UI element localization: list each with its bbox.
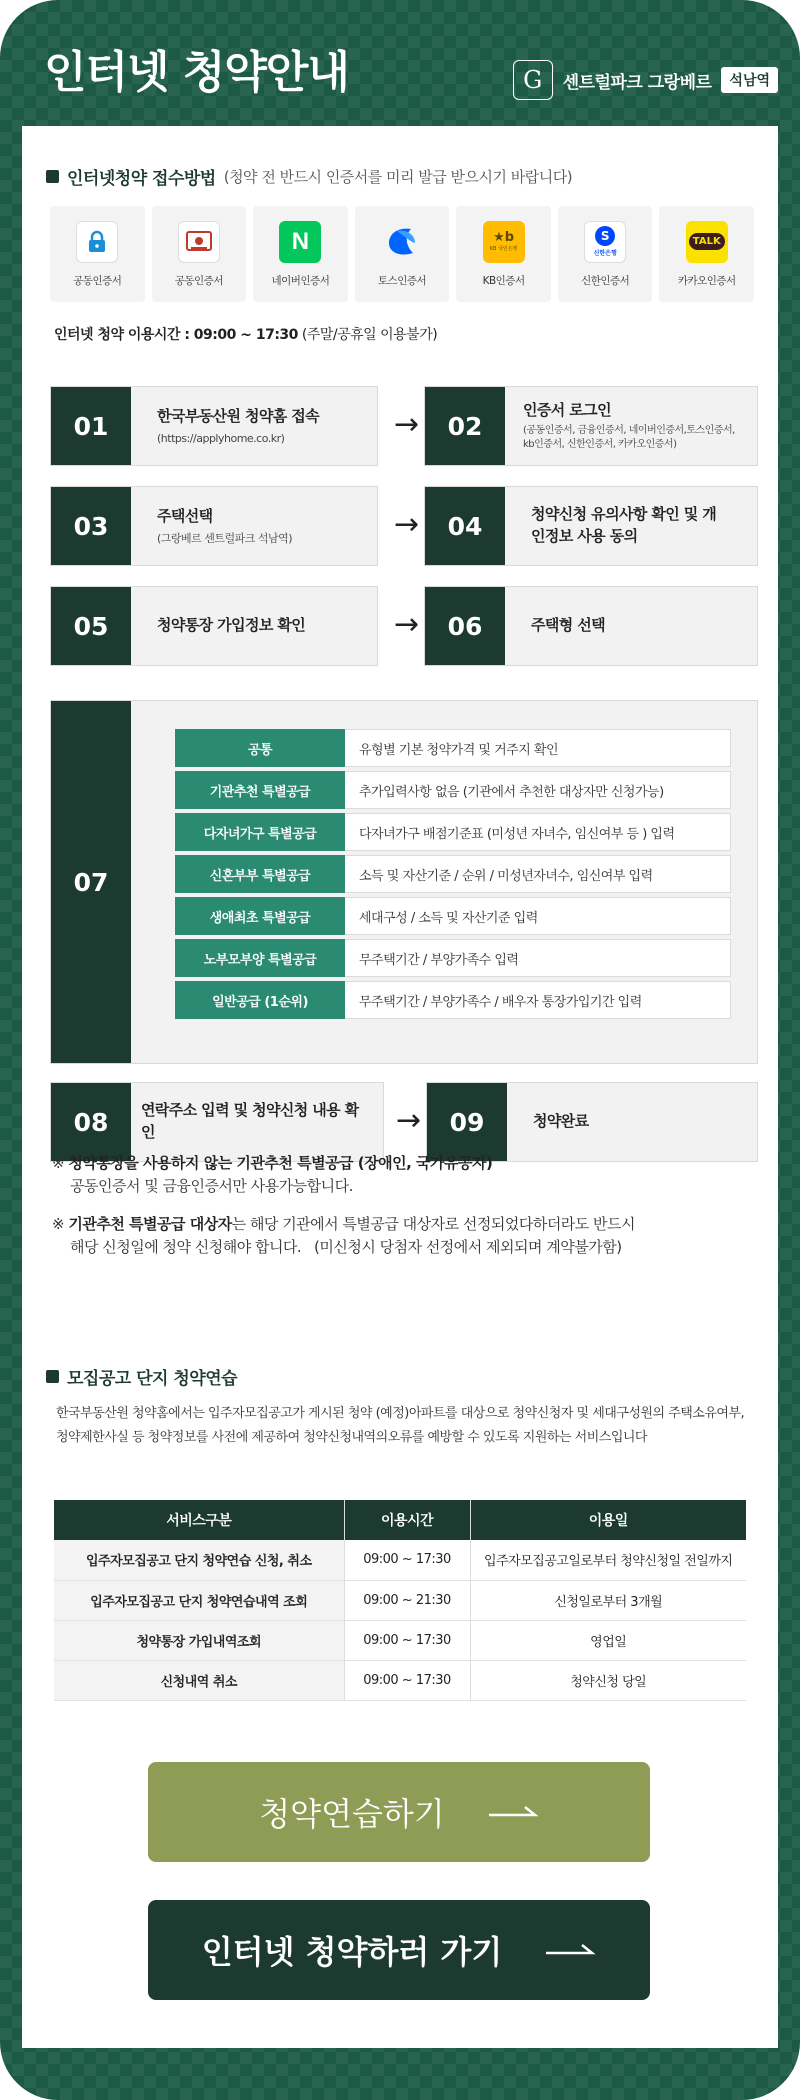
square-bullet-icon — [46, 1370, 59, 1383]
brand-logo-icon: G — [513, 60, 553, 100]
practice-service-table — [54, 1500, 746, 1701]
cert-item: 토스인증서 — [355, 206, 450, 302]
step-02: 02 인증서 로그인 (공동인증서, 금융인증서, 네이버인증서,토스인증서, kb인증서, 신한인증서, 카카오인증서) — [424, 386, 758, 466]
method-section-title: 인터넷청약 접수방법 (청약 전 반드시 인증서를 미리 발급 받으시기 바랍니다) — [46, 164, 572, 189]
practice-section-title: 모집공고 단지 청약연습 — [46, 1364, 237, 1389]
cert-item: 공동인증서 — [152, 206, 247, 302]
shinhan-icon: S 신한은행 — [584, 221, 626, 263]
practice-intro: 한국부동산원 청약홈에서는 입주자모집공고가 게시된 청약 (예정)아파트를 대상으로 청약신청자 및 세대구성원의 주택소유여부, 청약제한사실 등 청약정보를 사전에 제공하여 청약신청내역의오류를 예방할 수 있도록 지원하는 서비스입니다 — [56, 1406, 745, 1446]
lock-icon — [76, 221, 118, 263]
step-01: 01 한국부동산원 청약홈 접속 (https://applyhome.co.kr) — [50, 386, 378, 466]
step-04: 04 청약신청 유의사항 확인 및 개인정보 사용 동의 — [424, 486, 758, 566]
arrow-right-icon: → — [394, 507, 420, 542]
long-arrow-right-icon — [489, 1802, 539, 1822]
step-06: 06 주택형 선택 — [424, 586, 758, 666]
step-05: 05 청약통장 가입정보 확인 — [50, 586, 378, 666]
content-card — [22, 126, 778, 2048]
step-08: 08 연락주소 입력 및 청약신청 내용 확인 — [50, 1082, 384, 1162]
square-bullet-icon — [46, 170, 59, 183]
table-row: 입주자모집공고 단지 청약연습 신청, 취소 09:00 ~ 17:30 입주자모집공고일로부터 청약신청일 전일까지 — [54, 1540, 746, 1580]
brand-badge: 석남역 — [721, 67, 778, 93]
service-hours: 인터넷 청약 이용시간 : 09:00 ~ 17:30 (주말/공휴일 이용불가) — [54, 327, 438, 343]
notice-item: ※ 청약통장을 사용하지 않는 기관추천 특별공급 (장애인, 국가유공자) 공동인증서 및 금융인증서만 사용가능합니다. — [52, 1154, 493, 1196]
brand — [513, 60, 778, 100]
certificate-icon — [178, 221, 220, 263]
apply-type-row: 공통 유형별 기본 청약가격 및 거주지 확인 — [175, 729, 731, 767]
step-03: 03 주택선택 (그랑베르 센트럴파크 석남역) — [50, 486, 378, 566]
cert-item: N 네이버인증서 — [253, 206, 348, 302]
practice-button[interactable]: 청약연습하기 — [148, 1762, 650, 1862]
brand-name: 센트럴파크 그랑베르 — [562, 72, 712, 93]
apply-type-row: 기관추천 특별공급 추가입력사항 없음 (기관에서 추천한 대상자만 신청가능) — [175, 771, 731, 809]
cert-item: 공동인증서 — [50, 206, 145, 302]
cert-item: S 신한은행 신한인증서 — [558, 206, 653, 302]
table-header-row: 서비스구분 이용시간 이용일 — [54, 1500, 746, 1540]
naver-icon: N — [279, 221, 321, 263]
cert-item: ★b KB 국민은행 KB인증서 — [456, 206, 551, 302]
arrow-right-icon: → — [394, 607, 420, 642]
apply-type-table — [175, 729, 731, 1023]
apply-type-row: 다자녀가구 특별공급 다자녀가구 배점기준표 (미성년 자녀수, 임신여부 등 ) 입력 — [175, 813, 731, 851]
cert-item: TALK 카카오인증서 — [659, 206, 754, 302]
arrow-right-icon: → — [394, 407, 420, 442]
table-row: 청약통장 가입내역조회 09:00 ~ 17:30 영업일 — [54, 1620, 746, 1660]
apply-online-button[interactable]: 인터넷 청약하러 가기 — [148, 1900, 650, 2000]
apply-type-row: 노부모부양 특별공급 무주택기간 / 부양가족수 입력 — [175, 939, 731, 977]
table-row: 신청내역 취소 09:00 ~ 17:30 청약신청 당일 — [54, 1660, 746, 1700]
notice-item: ※ 기관추천 특별공급 대상자는 해당 기관에서 특별공급 대상자로 선정되었다하더라도 반드시 해당 신청일에 청약 신청해야 합니다. (미신청시 당첨자 선정에서 제외되며 계약불가함) — [52, 1214, 636, 1256]
apply-type-row: 생애최초 특별공급 세대구성 / 소득 및 자산기준 입력 — [175, 897, 731, 935]
long-arrow-right-icon — [546, 1940, 596, 1960]
apply-type-row: 일반공급 (1순위) 무주택기간 / 부양가족수 / 배우자 통장가입기간 입력 — [175, 981, 731, 1019]
toss-icon — [381, 221, 423, 263]
kakao-icon: TALK — [686, 221, 728, 263]
arrow-right-icon: → — [396, 1103, 422, 1138]
notice-list — [52, 1152, 752, 1273]
apply-type-row: 신혼부부 특별공급 소득 및 자산기준 / 순위 / 미성년자녀수, 임신여부 입력 — [175, 855, 731, 893]
page-title: 인터넷 청약안내 — [44, 47, 349, 98]
step-07: 07 공통 유형별 기본 청약가격 및 거주지 확인 기관추천 특별공급 추가입력사항 없음 (기관에서 추천한 대상자만 신청가능) 다자녀가구 특별공급 다자녀가구 배점기준표 (미성년 자녀수, 임신여부 등 ) 입력 신혼부부 특별공급 소득 및 자산기준 / 순위 / 미성년자녀수, 임신여부 입력 생애최초 특별공급 세대구성 / 소득 및 자산기준 입력 노부모부양 특별공급 무주택기간 / 부양가족수 입력 일반공급 (1순위) 무주택기간 / 부양가족수 / 배우자 통장가입기간 입력 — [50, 700, 758, 1064]
step-09: 09 청약완료 — [426, 1082, 758, 1162]
kb-icon: ★b KB 국민은행 — [483, 221, 525, 263]
certificate-list — [50, 206, 754, 302]
table-row: 입주자모집공고 단지 청약연습내역 조회 09:00 ~ 21:30 신청일로부터 3개월 — [54, 1580, 746, 1620]
